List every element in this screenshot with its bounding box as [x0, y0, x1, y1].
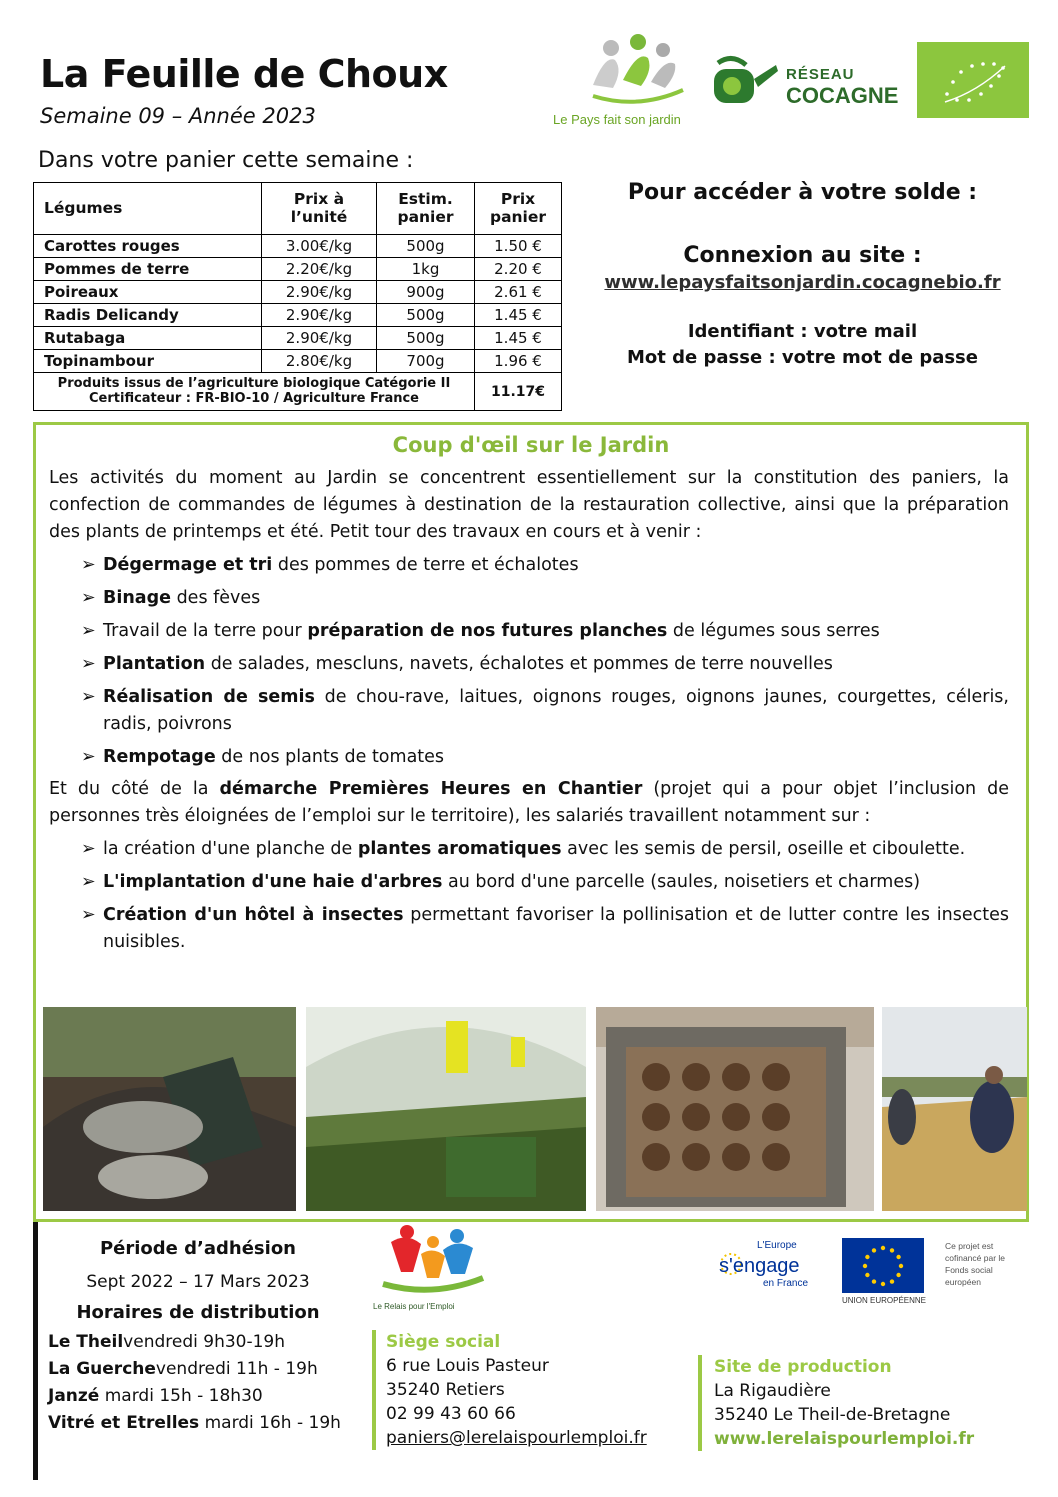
list-item: ➢ Travail de la terre pour préparation de nos futures planches de légumes sous serres: [49, 618, 1009, 645]
period-title: Période d’adhésion: [99, 1238, 296, 1259]
list-item: ➢ L'implantation d'une haie d'arbres au bord d'une parcelle (saules, noisetiers et charmes): [49, 869, 1009, 896]
vegetable-name: Carottes rouges: [34, 235, 262, 258]
hours-list: [48, 1331, 368, 1434]
garden-body: [49, 465, 1009, 956]
photo-hedge-planting: [882, 1007, 1027, 1211]
vegetable-name: Radis Delicandy: [34, 304, 262, 327]
list-item: Vitré et Etrelles mardi 16h - 19h: [48, 1413, 341, 1433]
photo-insect-hotel: [596, 1007, 874, 1211]
photo-greenhouse: [306, 1007, 586, 1211]
unit-price: 2.90€/kg: [262, 327, 377, 350]
pfsj-tagline: Le Pays fait son jardin: [553, 112, 681, 127]
arrow-bullet-icon: ➢: [81, 747, 96, 767]
account-access-block: [580, 180, 1025, 368]
list-item: ➢ la création d'une planche de plantes aromatiques avec les semis de persil, oseille et ciboulette.: [49, 836, 1009, 863]
hours-title: Horaires de distribution: [76, 1302, 320, 1323]
basket-price: 1.45 €: [475, 327, 562, 350]
basket-total: 11.17€: [475, 373, 562, 411]
list-item: ➢ Dégermage et tri des pommes de terre et échalotes: [49, 552, 1009, 579]
site-city-line: 35240 Le Theil-de-Bretagne: [714, 1405, 951, 1425]
list-item: ➢ Plantation de salades, mescluns, navets, échalotes et pommes de terre nouvelles: [49, 651, 1009, 678]
fse-line-3: en France: [763, 1278, 809, 1289]
connexion-heading: Connexion au site :: [683, 243, 922, 268]
basket-price: 2.20 €: [475, 258, 562, 281]
garden-activity-list: [49, 552, 1009, 771]
distribution-info: [48, 1238, 368, 1434]
relais-figures-icon: [373, 1222, 493, 1302]
pays-fait-son-jardin-logo: [553, 30, 723, 135]
fse-line-1: L'Europe: [757, 1240, 797, 1251]
garden-intro: Les activités du moment au Jardin se concentrent essentiellement sur la constitution des paniers, la confection de commandes de légumes à destination de la restauration collective, ainsi que la préparation des plants de printemps et été. Petit tour des travaux en cours et à venir :: [49, 468, 1009, 542]
basket-price: 1.96 €: [475, 350, 562, 373]
relais-caption: Le Relais pour l'Emploi: [373, 1302, 455, 1311]
certification-note: [34, 373, 475, 411]
watering-can-icon: [710, 55, 782, 111]
reseau-cocagne-logo: [710, 55, 910, 115]
basket-price: 1.45 €: [475, 304, 562, 327]
estimated-quantity: 500g: [377, 235, 475, 258]
password-hint: Mot de passe : votre mot de passe: [627, 347, 978, 368]
fse-line-2: s'engage: [719, 1255, 800, 1277]
production-site-block: [698, 1355, 974, 1451]
arrow-bullet-icon: ➢: [81, 654, 96, 674]
vegetable-name: Topinambour: [34, 350, 262, 373]
garden-photo-strip: [43, 1007, 1027, 1211]
unit-price: 3.00€/kg: [262, 235, 377, 258]
photo-degermage: [43, 1007, 296, 1211]
arrow-bullet-icon: ➢: [81, 872, 96, 892]
list-item: Janzé mardi 15h - 18h30: [48, 1386, 263, 1406]
chantier-activity-list: [49, 836, 1009, 956]
chantier-paragraph: Et du côté de la démarche Premières Heures en Chantier (projet qui a pour objet l’inclusion de personnes très éloignées de l’emploi sur le territoire), les salariés travaillent notamment sur :: [49, 779, 1009, 826]
site-name-line: La Rigaudière: [714, 1381, 831, 1401]
estimated-quantity: 500g: [377, 327, 475, 350]
eu-organic-leaf-icon: [917, 42, 1029, 118]
arrow-bullet-icon: ➢: [81, 839, 96, 859]
unit-price: 2.20€/kg: [262, 258, 377, 281]
head-office-block: [372, 1330, 647, 1450]
reseau-cocagne-wordmark: [786, 67, 898, 107]
table-row: [34, 258, 562, 281]
siege-phone: 02 99 43 60 66: [386, 1404, 516, 1424]
eu-engage-icon: [715, 1238, 825, 1298]
newsletter-title: La Feuille de Choux: [40, 52, 448, 96]
siege-title: Siège social: [386, 1332, 501, 1352]
reseau-label: RÉSEAU: [786, 66, 855, 83]
table-row: [34, 327, 562, 350]
vegetable-price-table: [33, 182, 562, 411]
estimated-quantity: 1kg: [377, 258, 475, 281]
list-item: La Guerchevendredi 11h - 19h: [48, 1359, 318, 1379]
basket-price: 2.61 €: [475, 281, 562, 304]
estimated-quantity: 500g: [377, 304, 475, 327]
site-web-link[interactable]: www.lerelaispourlemploi.fr: [714, 1429, 975, 1449]
unit-price: 2.80€/kg: [262, 350, 377, 373]
arrow-bullet-icon: ➢: [81, 621, 96, 641]
column-header: Estim. panier: [377, 183, 475, 235]
list-item: ➢ Réalisation de semis de chou-rave, laitues, oignons rouges, oignons jaunes, courgettes, céleris, radis, poivrons: [49, 684, 1009, 738]
column-header: Prix panier: [475, 183, 562, 235]
eu-flag: [842, 1238, 924, 1293]
estimated-quantity: 700g: [377, 350, 475, 373]
list-item: ➢ Création d'un hôtel à insectes permettant favoriser la pollinisation et de lutter contre les insectes nuisibles.: [49, 902, 1009, 956]
vegetable-name: Rutabaga: [34, 327, 262, 350]
eu-caption: UNION EUROPÉENNE: [842, 1296, 927, 1305]
arrow-bullet-icon: ➢: [81, 687, 96, 707]
europe-engage-logo: [715, 1238, 825, 1298]
siege-city-line: 35240 Retiers: [386, 1380, 505, 1400]
vegetable-name: Pommes de terre: [34, 258, 262, 281]
table-header-row: [34, 183, 562, 235]
eu-organic-leaf-logo: [917, 42, 1029, 118]
site-title: Site de production: [714, 1357, 892, 1377]
period-dates: Sept 2022 – 17 Mars 2023: [86, 1272, 310, 1292]
column-header: Prix à l’unité: [262, 183, 377, 235]
basket-price: 1.50 €: [475, 235, 562, 258]
vegetable-name: Poireaux: [34, 281, 262, 304]
organic-note: Produits issus de l’agriculture biologique Catégorie II: [57, 375, 451, 391]
unit-price: 2.90€/kg: [262, 281, 377, 304]
login-hint: Identifiant : votre mail: [687, 321, 918, 342]
list-item: ➢ Rempotage de nos plants de tomates: [49, 744, 1009, 771]
arrow-bullet-icon: ➢: [81, 555, 96, 575]
table-row: [34, 281, 562, 304]
newsletter-subtitle: Semaine 09 – Année 2023: [40, 104, 316, 128]
table-row: [34, 304, 562, 327]
garden-news-box: [33, 422, 1029, 1222]
garden-title: Coup d'œil sur le Jardin: [392, 433, 670, 457]
account-site-link[interactable]: www.lepaysfaitsonjardin.cocagnebio.fr: [604, 272, 1001, 293]
siege-email-link[interactable]: paniers@lerelaispourlemploi.fr: [386, 1428, 647, 1448]
siege-address-line: 6 rue Louis Pasteur: [386, 1356, 549, 1376]
arrow-bullet-icon: ➢: [81, 905, 96, 925]
footer-divider: [33, 1222, 38, 1480]
column-header: Légumes: [34, 183, 262, 235]
relais-pour-emploi-logo: [373, 1222, 493, 1312]
list-item: ➢ Binage des fèves: [49, 585, 1009, 612]
cocagne-label: COCAGNE: [786, 83, 899, 108]
table-row: [34, 350, 562, 373]
fse-cofinancing-note: Ce projet est cofinancé par le Fonds social européen: [945, 1241, 1006, 1287]
solde-heading: Pour accéder à votre solde :: [627, 180, 978, 205]
table-footer-row: [34, 373, 562, 411]
arrow-bullet-icon: ➢: [81, 588, 96, 608]
list-item: Le Theilvendredi 9h30-19h: [48, 1332, 286, 1352]
estimated-quantity: 900g: [377, 281, 475, 304]
pfsj-figures-icon: [553, 30, 723, 110]
certifier-note: Certificateur : FR-BIO-10 / Agriculture France: [89, 390, 419, 406]
eu-stars-icon: [842, 1238, 924, 1293]
table-row: [34, 235, 562, 258]
basket-heading: Dans votre panier cette semaine :: [38, 148, 414, 173]
unit-price: 2.90€/kg: [262, 304, 377, 327]
